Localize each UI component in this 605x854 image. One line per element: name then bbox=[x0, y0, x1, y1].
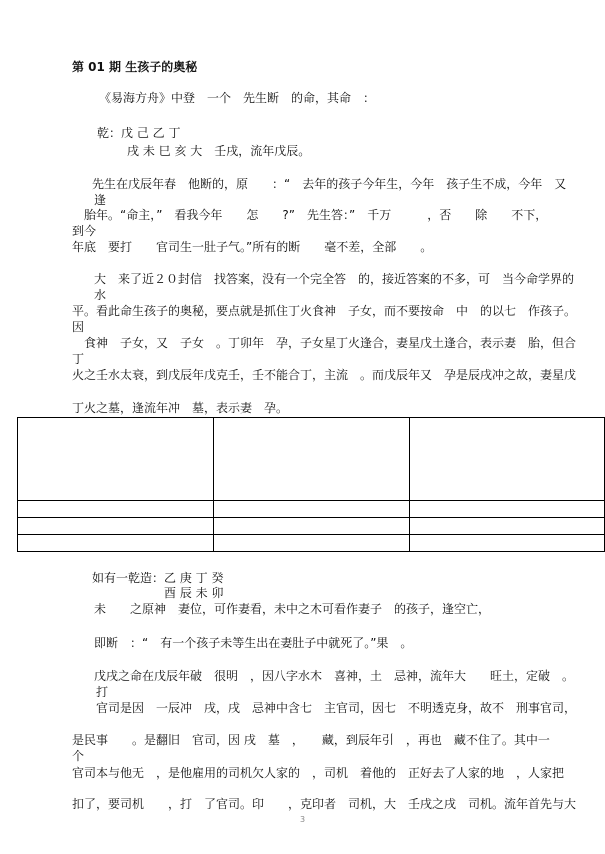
bazi-chart-line-1: 乾：戊 己 乙 丁 bbox=[97, 126, 181, 140]
table-cell bbox=[214, 501, 410, 518]
para3-line: 即断 ：“ 有一个孩子未等生出在妻肚子中就死了。”果 。 bbox=[94, 636, 413, 650]
table-cell bbox=[214, 535, 410, 552]
para2-line: 因 bbox=[72, 320, 85, 334]
para4-line: 官司是因 一辰冲 戌，戌 忌神中含七 主官司，因七 不明透克身，故不 刑事官司， bbox=[96, 701, 577, 715]
para1-line: 年底 要打 官司生一肚子气。”所有的断 毫不差，全部 。 bbox=[72, 240, 433, 254]
bazi-chart2-line-1: 如有一乾造：乙 庚 丁 癸 bbox=[92, 571, 224, 585]
table-cell bbox=[18, 535, 214, 552]
para1-line: 到今 bbox=[72, 224, 97, 238]
para4-line: 戊戌之命在戊辰年破 很明 ，因八字水木 喜神，土 忌神，流年大 旺土，定破 。 bbox=[94, 669, 575, 683]
para4-line: 打 bbox=[96, 685, 109, 699]
page-number: 3 bbox=[299, 815, 306, 824]
para1-line: 先生在戊辰年春 他断的，原 ：“ 去年的孩子今年生，今年 孩子生不成，今年 又 bbox=[92, 177, 567, 191]
para2-line: 丁 bbox=[72, 352, 85, 366]
para2-line: 平。看此命生孩子的奥秘，要点就是抓住丁火食神 子女，而不要按命 中 的以七 作孩子。 bbox=[72, 304, 577, 318]
para4-line: 是民事 。是翻旧 官司，因 戌 墓 ， 藏，到辰年引 ，再也 藏不住了。其中一 bbox=[72, 733, 550, 747]
table-cell bbox=[18, 418, 214, 501]
table-cell bbox=[214, 518, 410, 535]
intro-text: 《易海方舟》中登 一个 先生断 的命，其命 ： bbox=[99, 91, 376, 105]
table-cell bbox=[18, 518, 214, 535]
table-cell bbox=[410, 518, 605, 535]
para2-line: 大 来了近２０封信 找答案，没有一个完全答 的，接近答案的不多，可 当今命学界的 bbox=[94, 272, 575, 286]
table-cell bbox=[214, 418, 410, 501]
table-cell bbox=[410, 535, 605, 552]
para4-line: 扣了，要司机 ，打 了官司。印 ，克印者 司机，大 壬戌之戌 司机。流年首先与大 bbox=[72, 797, 577, 811]
table-cell bbox=[410, 501, 605, 518]
para2-line: 水 bbox=[94, 288, 107, 302]
bazi-chart-line-2: 戌 未 巳 亥 大 壬戌，流年戊辰。 bbox=[127, 144, 311, 158]
empty-table bbox=[17, 417, 605, 552]
para4-line: 个 bbox=[72, 749, 85, 763]
table-cell bbox=[18, 501, 214, 518]
para2-line: 食神 子女，又 子女 。丁卯年 孕，子女星丁火逢合，妻星戊土逢合，表示妻 胎，但合 bbox=[84, 336, 577, 350]
para1-line: 胎年。“命主，” 看我今年 怎 ?” 先生答：” 千万 ，否 除 不下， bbox=[84, 208, 548, 222]
para3-line: 未 之原神 妻位，可作妻看，未中之木可看作妻子 的孩子，逢空亡， bbox=[94, 602, 491, 616]
para2-line: 火之壬水太衰，到戊辰年戊克壬，壬不能合丁，主流 。而戊辰年又 孕是辰戌冲之故，妻星戊 bbox=[72, 368, 577, 382]
table-cell bbox=[410, 418, 605, 501]
bazi-chart2-line-2: 酉 辰 未 卯 bbox=[164, 586, 224, 600]
para2-line: 丁火之墓，逢流年冲 墓，表示妻 孕。 bbox=[72, 401, 289, 415]
document-title: 第 01 期 生孩子的奥秘 bbox=[72, 60, 198, 74]
para1-line: 逢 bbox=[94, 193, 107, 207]
para4-line: 官司本与他无 ，是他雇用的司机欠人家的 ，司机 着他的 正好去了人家的地 ，人家把 bbox=[72, 766, 565, 780]
